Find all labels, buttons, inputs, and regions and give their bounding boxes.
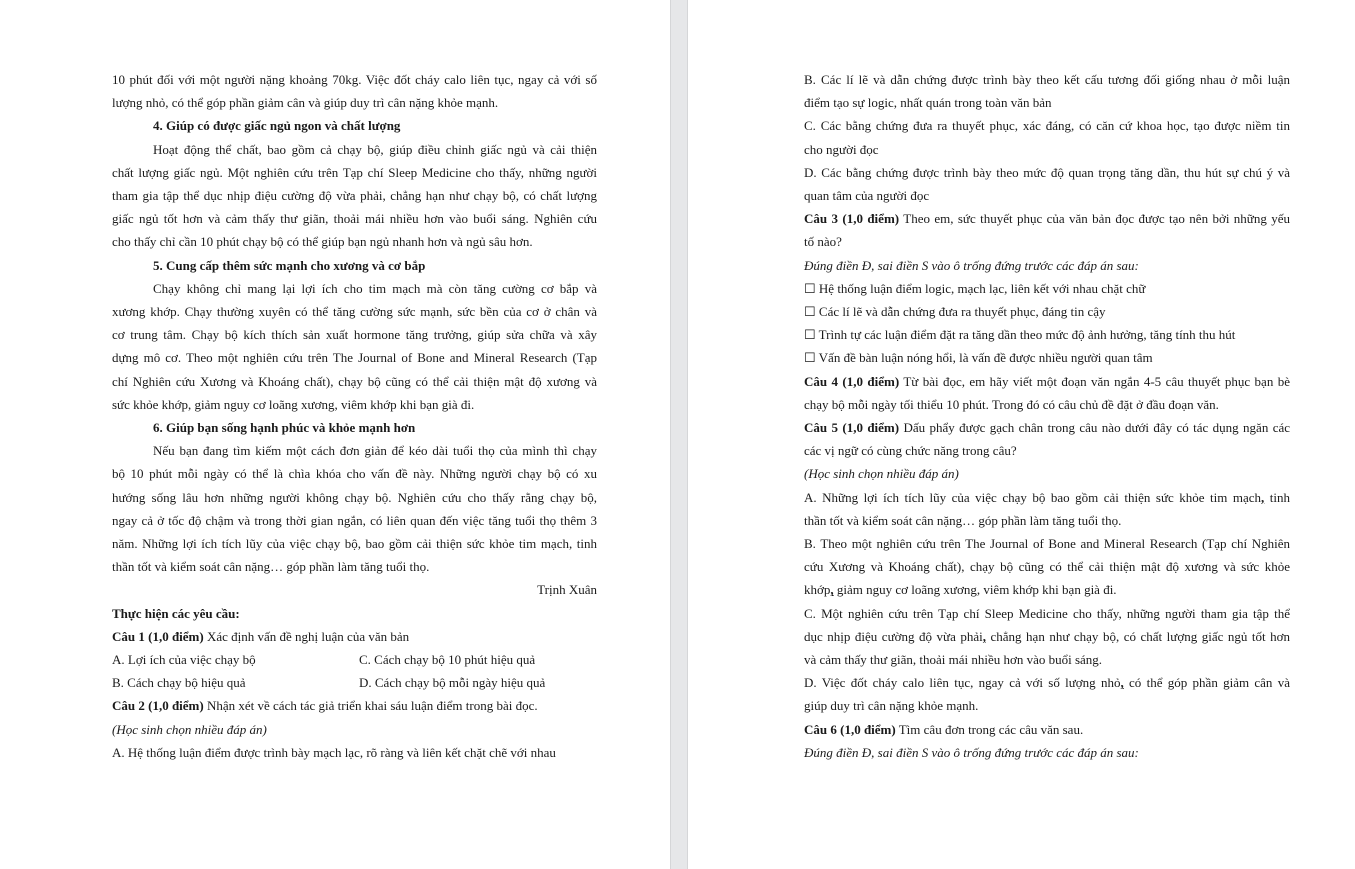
q5-option-c: C. Một nghiên cứu trên Tạp chí Sleep Medicine cho thấy, những người tham gia tập thể: [804, 605, 1290, 621]
question-3-label: Câu 3 (1,0 điểm): [804, 211, 900, 227]
q5-option-c-cont: và cảm thấy thư giãn, thoải mái nhiều hơn vào buổi sáng.: [804, 652, 1103, 668]
question-5-label: Câu 5 (1,0 điểm): [804, 420, 900, 436]
q2-option-line: B. Các lí lẽ và dẫn chứng được trình bày theo kết cấu tương đối giống nhau ở mỗi luận: [804, 72, 1290, 87]
underlined-comma: ,: [1120, 675, 1124, 691]
passage-line: cho thấy chỉ cần 10 phút chạy bộ có thể giúp bạn ngủ nhanh hơn và ngủ sâu hơn.: [112, 234, 533, 250]
section-heading: 6. Giúp bạn sống hạnh phúc và khỏe mạnh hơn: [153, 420, 416, 436]
q5-option-d-text: D. Việc đốt cháy calo liên tục, ngay cả với số lượng nhỏ: [804, 675, 1121, 691]
q5-option-a-text: tinh: [1264, 489, 1290, 505]
author-name: Trịnh Xuân: [537, 582, 597, 598]
question-3-text: Theo em, sức thuyết phục của văn bản đọc được tạo nên bởi những yếu: [899, 211, 1291, 227]
question-5-note: (Học sinh chọn nhiều đáp án): [804, 466, 959, 482]
q2-option-line: cho người đọc: [804, 141, 879, 157]
passage-line: tham gia tập thể dục nhịp điệu cường độ vừa phải, chẳng hạn như chạy bộ, có chất lượng: [112, 188, 597, 204]
passage-line: Nếu bạn đang tìm kiếm một cách đơn giản để kéo dài tuổi thọ của mình thì chạy: [153, 443, 597, 459]
q5-option-b-cont: cứu Xương và Khoáng chất), chạy bộ cũng có thể cải thiện mật độ xương và sức khỏe: [804, 559, 1290, 575]
q3-checkbox-item[interactable]: ☐ Trình tự các luận điểm đặt ra tăng dần theo mức độ ảnh hưởng, tăng tính thu hút: [804, 327, 1236, 343]
underlined-comma: ,: [830, 582, 834, 598]
page-gutter: [670, 0, 688, 869]
question-6: [804, 718, 1290, 741]
question-1: [112, 625, 597, 648]
q5-option-d: [804, 671, 1290, 694]
q2-option-line: D. Các bằng chứng được trình bày theo mức độ quan trọng tăng dần, thu hút sự chú ý và: [804, 164, 1290, 180]
question-6-text: Tìm câu đơn trong các câu văn sau.: [895, 721, 1084, 737]
passage-line: thần tốt và kiểm soát cân nặng… góp phần làm tăng tuổi thọ.: [112, 559, 430, 575]
passage-line: Chạy không chỉ mang lại lợi ích cho tim mạch mà còn tăng cường cơ bắp và: [153, 280, 597, 296]
question-4: [804, 370, 1290, 393]
document-page-right: [688, 0, 1355, 869]
question-5-text: Dấu phẩy được gạch chân trong câu nào dưới đây có tác dụng ngăn các: [899, 420, 1291, 436]
question-1-options-row: [112, 648, 597, 671]
q2-option-line: điểm tạo sự logic, nhất quán trong toàn văn bản: [804, 95, 1052, 111]
question-1-options-row: [112, 671, 597, 694]
question-3: [804, 207, 1290, 230]
q1-option-d: D. Cách chạy bộ mỗi ngày hiệu quả: [359, 675, 546, 691]
question-2-text: Nhận xét về cách tác giả triển khai sáu luận điểm trong bài đọc.: [203, 698, 538, 714]
question-6-instruction: Đúng điền Đ, sai điền S vào ô trống đứng trước các đáp án sau:: [804, 744, 1139, 760]
question-4-cont: chạy bộ mỗi ngày tối thiểu 10 phút. Trong đó có câu chủ đề đặt ở đầu đoạn văn.: [804, 396, 1219, 412]
q1-option-a: A. Lợi ích của việc chạy bộ: [112, 652, 256, 668]
passage-line: sức khỏe khớp, giảm nguy cơ loãng xương, viêm khớp khi bạn già đi.: [112, 396, 475, 412]
passage-line: 10 phút đối với một người nặng khoảng 70kg. Việc đốt cháy calo liên tục, ngay cả với số: [112, 72, 597, 87]
q5-option-c-cont: [804, 625, 1290, 648]
passage-line: lượng nhỏ, có thể góp phần giảm cân và giúp duy trì cân nặng khỏe mạnh.: [112, 95, 499, 111]
section-heading: 4. Giúp có được giấc ngủ ngon và chất lượng: [153, 118, 401, 134]
reading-passage: [112, 68, 597, 578]
passage-line: xương khớp. Chạy thường xuyên có thể tăng cường sức mạnh, sức bền của cơ ở chân và: [112, 304, 597, 320]
passage-line: dựng mô cơ. Theo một nghiên cứu trên The Journal of Bone and Mineral Research (Tạp: [112, 350, 597, 366]
q2-option-line: C. Các bằng chứng đưa ra thuyết phục, xác đáng, có căn cứ khoa học, tạo được niềm tin: [804, 118, 1290, 134]
question-2-note: (Học sinh chọn nhiều đáp án): [112, 721, 267, 737]
q5-option-b-text: khớp: [804, 582, 831, 598]
document-page-left: [0, 0, 670, 869]
question-6-label: Câu 6 (1,0 điểm): [804, 721, 896, 737]
q1-option-b: B. Cách chạy bộ hiệu quả: [112, 675, 246, 691]
q5-option-d-text: có thể góp phần giảm cân và: [1123, 675, 1290, 691]
section-heading: 5. Cung cấp thêm sức mạnh cho xương và cơ bắp: [153, 257, 426, 273]
underlined-comma: ,: [1261, 489, 1265, 505]
question-5: [804, 416, 1290, 439]
underlined-comma: ,: [982, 628, 986, 644]
passage-line: năm. Những lợi ích tích lũy của việc chạy bộ, bao gồm cải thiện sức khỏe tim mạch, tinh: [112, 536, 597, 552]
passage-line: bộ 10 phút mỗi ngày có thể là chìa khóa cho vấn đề này. Những người chạy bộ có xu: [112, 466, 597, 482]
q5-option-c-text: chẳng hạn như chạy bộ, có chất lượng giấc ngủ tốt hơn: [985, 628, 1290, 644]
q5-option-c-text: dục nhịp điệu cường độ vừa phải: [804, 628, 983, 644]
question-5-cont: các vị ngữ có cùng chức năng trong câu?: [804, 443, 1017, 459]
question-4-label: Câu 4 (1,0 điểm): [804, 373, 900, 389]
q5-option-a-text: A. Những lợi ích tích lũy của việc chạy bộ bao gồm cải thiện sức khỏe tim mạch: [804, 489, 1262, 505]
q5-option-b-cont: [804, 578, 1290, 601]
passage-line: hướng sống lâu hơn những người không chạy bộ. Nghiên cứu cho thấy rằng chạy bộ,: [112, 489, 597, 505]
passage-line: ngay cả ở tốc độ chậm và trong thời gian ngắn, có liên quan đến việc tăng tuổi thọ thêm 3: [112, 512, 597, 528]
q2-option-a: A. Hệ thống luận điểm được trình bày mạch lạc, rõ ràng và liên kết chặt chẽ với nhau: [112, 744, 556, 760]
q5-option-a: [804, 486, 1290, 509]
question-2: [112, 694, 597, 717]
page-left-content: [112, 68, 597, 764]
page-right-content: [804, 68, 1290, 764]
passage-line: chất lượng giấc ngủ. Một nghiên cứu trên Tạp chí Sleep Medicine cho thấy, những người: [112, 164, 597, 180]
q5-option-b: B. Theo một nghiên cứu trên The Journal of Bone and Mineral Research (Tạp chí Nghiên: [804, 536, 1290, 552]
passage-line: cơ trung tâm. Chạy bộ kích thích sản xuất hormone tăng trưởng, giúp sửa chữa và xây: [112, 327, 597, 343]
q3-checkbox-item[interactable]: ☐ Hệ thống luận điểm logic, mạch lạc, liên kết với nhau chặt chữ: [804, 280, 1146, 296]
q3-checkbox-item[interactable]: ☐ Vấn đề bàn luận nóng hổi, là vấn đề được nhiều người quan tâm: [804, 350, 1153, 366]
q5-option-a-cont: thần tốt và kiểm soát cân nặng… góp phần làm tăng tuổi thọ.: [804, 512, 1122, 528]
question-3-cont: tố nào?: [804, 234, 842, 250]
question-1-text: Xác định vấn đề nghị luận của văn bản: [203, 628, 410, 644]
question-4-text: Từ bài đọc, em hãy viết một đoạn văn ngắn 4-5 câu thuyết phục bạn bè: [899, 373, 1290, 389]
passage-line: Hoạt động thể chất, bao gồm cả chạy bộ, giúp điều chỉnh giấc ngủ và cải thiện: [153, 141, 597, 157]
question-1-label: Câu 1 (1,0 điểm): [112, 628, 204, 644]
requirements-heading: Thực hiện các yêu cầu:: [112, 605, 240, 621]
q3-checkbox-item[interactable]: ☐ Các lí lẽ và dẫn chứng đưa ra thuyết phục, đáng tin cậy: [804, 304, 1106, 320]
question-3-instruction: Đúng điền Đ, sai điền S vào ô trống đứng trước các đáp án sau:: [804, 257, 1139, 273]
q5-option-b-text: giảm nguy cơ loãng xương, viêm khớp khi bạn già đi.: [833, 582, 1117, 598]
question-2-label: Câu 2 (1,0 điểm): [112, 698, 204, 714]
passage-line: chí Nghiên cứu Xương và Khoáng chất), chạy bộ cũng có thể cải thiện mật độ xương và: [112, 373, 597, 389]
passage-line: giấc ngủ tốt hơn và cảm thấy thư giãn, thoải mái nhiều hơn vào buổi sáng. Nghiên cứu: [112, 211, 597, 227]
q5-option-d-cont: giúp duy trì cân nặng khỏe mạnh.: [804, 698, 979, 714]
q2-remaining-options: [804, 68, 1290, 207]
q2-option-line: quan tâm của người đọc: [804, 188, 930, 204]
q1-option-c: C. Cách chạy bộ 10 phút hiệu quả: [359, 652, 536, 668]
